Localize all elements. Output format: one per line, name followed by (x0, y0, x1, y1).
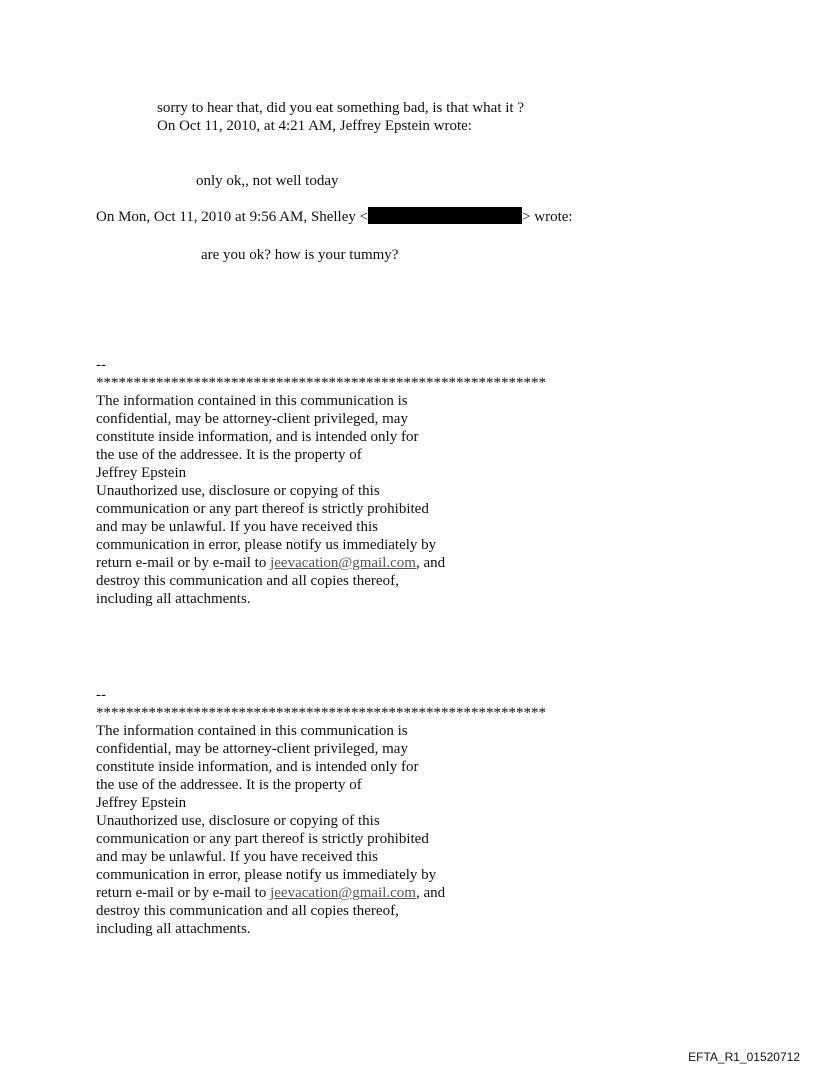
email-prefix: return e-mail or by e-mail to (96, 555, 271, 571)
footer-line: confidential, may be attorney-client privileged, may (96, 741, 408, 757)
footer-line: the use of the addressee. It is the property of (96, 447, 362, 463)
footer-stars: ************************************************************ (96, 375, 546, 391)
email-link[interactable]: jeevacation@gmail.com (270, 885, 416, 901)
redaction-box (368, 207, 522, 224)
footer-line: communication or any part thereof is strictly prohibited (96, 501, 429, 517)
email-suffix: , and (415, 885, 446, 901)
reply-text-line: sorry to hear that, did you eat something bad, is that what it ? (157, 100, 525, 116)
disclaimer-footer (96, 356, 546, 608)
footer-dashes: -- (96, 357, 106, 373)
quoted-message-text: only ok,, not well today (196, 173, 339, 189)
footer-line: constitute inside information, and is intended only for (96, 429, 419, 445)
footer-email-line (96, 554, 546, 572)
email-suffix: , and (415, 555, 446, 571)
quoted-header-suffix: > wrote: (522, 209, 573, 225)
footer-line: Unauthorized use, disclosure or copying of this (96, 483, 380, 499)
footer-line: including all attachments. (96, 591, 251, 607)
footer-line: and may be unlawful. If you have received this (96, 519, 378, 535)
quoted-message-text-2: are you ok? how is your tummy? (201, 247, 399, 263)
footer-line: communication in error, please notify us immediately by (96, 867, 437, 883)
footer-line: Jeffrey Epstein (96, 465, 187, 481)
footer-line: communication in error, please notify us immediately by (96, 537, 437, 553)
footer-line: The information contained in this communication is (96, 393, 408, 409)
quoted-header-line-2 (96, 207, 573, 226)
footer-stars: ************************************************************ (96, 705, 546, 721)
quoted-header-line: On Oct 11, 2010, at 4:21 AM, Jeffrey Epstein wrote: (157, 118, 472, 134)
footer-dashes: -- (96, 687, 106, 703)
footer-line: constitute inside information, and is intended only for (96, 759, 419, 775)
footer-line: communication or any part thereof is strictly prohibited (96, 831, 429, 847)
footer-line: confidential, may be attorney-client privileged, may (96, 411, 408, 427)
footer-email-line (96, 884, 546, 902)
footer-line: destroy this communication and all copies thereof, (96, 903, 399, 919)
footer-line: the use of the addressee. It is the property of (96, 777, 362, 793)
disclaimer-footer (96, 686, 546, 938)
footer-line: Unauthorized use, disclosure or copying of this (96, 813, 380, 829)
bates-number: EFTA_R1_01520712 (688, 1050, 800, 1064)
email-prefix: return e-mail or by e-mail to (96, 885, 271, 901)
footer-line: Jeffrey Epstein (96, 795, 187, 811)
footer-line: and may be unlawful. If you have received this (96, 849, 378, 865)
footer-line: including all attachments. (96, 921, 251, 937)
quoted-header-prefix: On Mon, Oct 11, 2010 at 9:56 AM, Shelley < (96, 209, 369, 225)
footer-line: The information contained in this communication is (96, 723, 408, 739)
footer-line: destroy this communication and all copies thereof, (96, 573, 399, 589)
email-link[interactable]: jeevacation@gmail.com (270, 555, 416, 571)
